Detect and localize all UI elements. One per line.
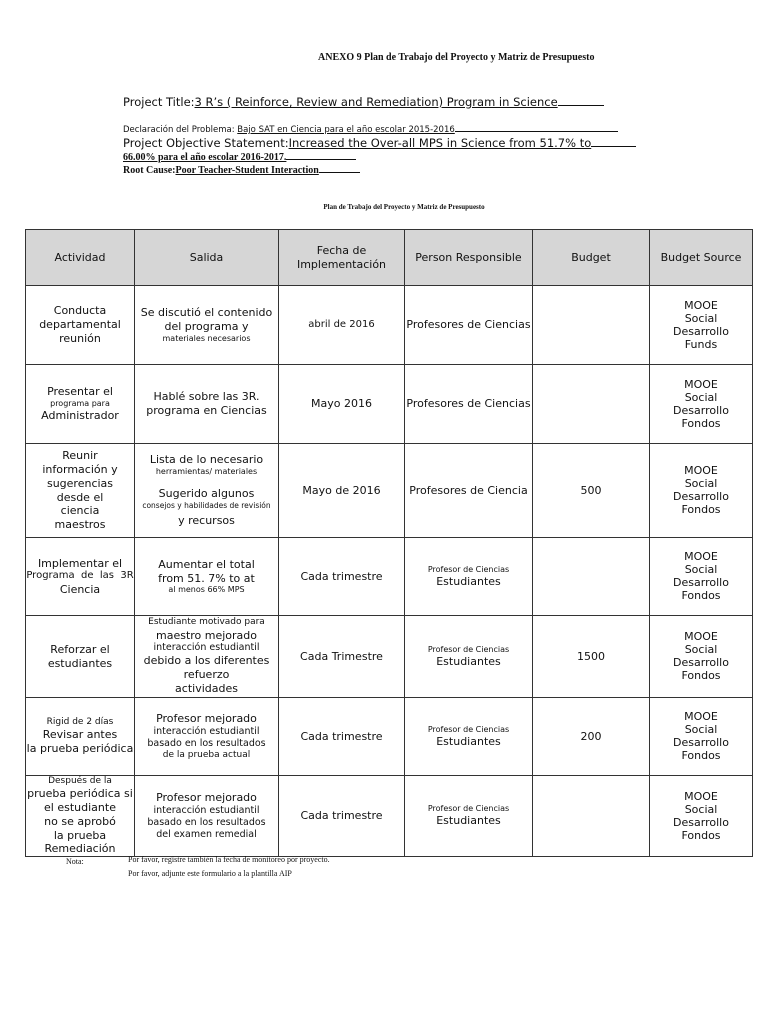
cell-salida	[135, 365, 279, 444]
cell-line: Fondos	[681, 749, 721, 763]
cell-line: interacción estudiantil	[153, 642, 260, 654]
problem-statement-line	[123, 122, 618, 135]
cell-responsible	[405, 776, 533, 857]
cell-line: Estudiantes	[436, 814, 501, 828]
column-header-responsible: Person Responsible	[405, 230, 533, 286]
cell-line: Ciencia	[59, 582, 101, 596]
cell-line: Social	[684, 643, 718, 657]
cell-source	[650, 698, 753, 776]
cell-line: Desarrollo	[673, 815, 729, 829]
cell-fecha: Mayo de 2016	[279, 444, 405, 538]
cell-line: maestro mejorado	[155, 628, 258, 642]
cell-fecha: Cada trimestre	[279, 776, 405, 857]
table-row	[26, 365, 753, 444]
table-row	[26, 698, 753, 776]
cell-line: de la prueba actual	[162, 749, 251, 760]
cell-line: Revisar antes	[42, 728, 118, 742]
work-plan-table	[25, 229, 753, 857]
cell-source	[650, 616, 753, 698]
cell-salida	[135, 698, 279, 776]
cell-line: Hablé sobre las 3R.	[153, 390, 260, 404]
cell-line: programa en Ciencias	[146, 404, 267, 417]
cell-line: Presentar el	[47, 385, 113, 399]
cell-line: Profesor de Ciencias	[427, 644, 510, 654]
cell-line: Social	[684, 311, 718, 325]
cell-line: Desarrollo	[673, 324, 729, 338]
cell-line: Se discutió el contenido	[140, 306, 273, 320]
cell-line: MOOE	[684, 550, 718, 564]
project-title-label: Project Title:	[123, 95, 195, 109]
cell-line: Profesor de Ciencias	[427, 724, 510, 734]
cell-budget: 1500	[533, 616, 650, 698]
objective-value: Increased the Over-all MPS in Science from 51.7% to	[288, 136, 592, 150]
cell-line: Lista de lo necesario	[149, 453, 264, 467]
cell-line: reunión	[59, 331, 101, 345]
cell-budget	[533, 286, 650, 365]
cell-line: Reforzar el	[50, 642, 110, 656]
cell-line: prueba periódica si	[27, 787, 133, 801]
cell-actividad	[26, 286, 135, 365]
cell-line: Fondos	[681, 416, 721, 430]
cell-line: la prueba	[53, 828, 107, 842]
cell-line: Fondos	[681, 589, 721, 603]
cell-line: del examen remedial	[156, 828, 257, 840]
table-caption: Plan de Trabajo del Proyecto y Matriz de Presupuesto	[323, 203, 485, 211]
cell-salida	[135, 286, 279, 365]
cell-line: MOOE	[684, 298, 718, 312]
cell-line: refuerzo	[183, 668, 230, 682]
cell-line: Desarrollo	[673, 576, 729, 590]
cell-line: debido a los diferentes	[143, 654, 270, 668]
cell-budget	[533, 538, 650, 616]
cell-line: ciencia	[60, 504, 100, 518]
project-title-line	[123, 95, 604, 109]
cell-line: Fondos	[681, 503, 721, 517]
cell-line: la prueba periódica	[26, 742, 134, 756]
problem-label: Declaración del Problema:	[123, 125, 235, 135]
cell-fecha: Cada trimestre	[279, 538, 405, 616]
notes-label: Nota:	[66, 857, 84, 866]
table-header-row	[26, 230, 753, 286]
cell-responsible	[405, 365, 533, 444]
cell-responsible	[405, 286, 533, 365]
cell-line: Desarrollo	[673, 403, 729, 417]
column-header-source: Budget Source	[650, 230, 753, 286]
cell-actividad	[26, 365, 135, 444]
cell-line: Social	[684, 477, 718, 491]
cell-line: desde el	[56, 490, 104, 504]
cell-budget	[533, 776, 650, 857]
cell-source	[650, 538, 753, 616]
cell-line: Estudiante motivado para	[148, 617, 265, 628]
cell-line: Social	[684, 723, 718, 737]
cell-fecha: abril de 2016	[279, 286, 405, 365]
cell-line: no se aprobó	[44, 814, 116, 828]
cell-line: Implementar el	[37, 556, 123, 570]
cell-line: maestros	[54, 518, 106, 531]
notes-line-2: Por favor, adjunte este formulario a la plantilla AIP	[128, 869, 292, 878]
cell-line: información y	[42, 463, 118, 476]
cell-line: MOOE	[684, 789, 718, 803]
cell-line: Funds	[684, 337, 718, 351]
table-row	[26, 444, 753, 538]
cell-line: sugerencias	[46, 476, 114, 490]
cell-responsible	[405, 616, 533, 698]
cell-source	[650, 365, 753, 444]
objective-label: Project Objective Statement:	[123, 136, 289, 150]
cell-line: MOOE	[684, 464, 718, 478]
cell-salida	[135, 776, 279, 857]
cell-line: Fondos	[681, 669, 721, 683]
table-row	[26, 616, 753, 698]
root-cause-value: Poor Teacher-Student Interaction	[175, 165, 319, 176]
notes-line-1: Por favor, registre también la fecha de monitoreo por proyecto.	[128, 855, 330, 864]
cell-line: departamental	[39, 318, 121, 332]
cell-actividad	[26, 444, 135, 538]
cell-line: Desarrollo	[673, 736, 729, 750]
problem-value: Bajo SAT en Ciencia para el año escolar 2015-2016	[237, 125, 455, 135]
root-cause-line	[123, 163, 360, 176]
cell-line: Profesor de Ciencias	[427, 564, 510, 574]
annex-title: ANEXO 9 Plan de Trabajo del Proyecto y Matriz de Presupuesto	[318, 52, 595, 63]
cell-line: basado en los resultados	[147, 737, 266, 749]
cell-actividad	[26, 538, 135, 616]
cell-salida	[135, 538, 279, 616]
underline-filler	[319, 163, 360, 173]
cell-line: basado en los resultados	[147, 816, 266, 828]
cell-responsible	[405, 538, 533, 616]
cell-budget	[533, 365, 650, 444]
objective-line-2	[123, 150, 356, 163]
cell-line: Remediación	[44, 842, 116, 856]
cell-line: consejos y habilidades de revisión	[142, 500, 271, 510]
cell-line: Fondos	[681, 828, 721, 842]
underline-filler	[591, 136, 636, 147]
cell-line: Estudiantes	[436, 654, 501, 668]
column-header-actividad: Actividad	[26, 230, 135, 286]
cell-salida	[135, 444, 279, 538]
cell-line: MOOE	[684, 710, 718, 724]
cell-line: Programa de las 3R	[26, 570, 134, 582]
cell-source	[650, 444, 753, 538]
cell-line: el estudiante	[44, 801, 116, 814]
cell-fecha: Cada Trimestre	[279, 616, 405, 698]
cell-line: Profesores de Ciencias	[406, 397, 531, 411]
cell-line: herramientas/ materiales	[155, 466, 258, 476]
cell-line: Profesores de Ciencia	[409, 483, 528, 497]
cell-line: MOOE	[684, 377, 718, 391]
cell-line: del programa y	[164, 320, 249, 333]
project-title-value: 3 R’s ( Reinforce, Review and Remediation) Program in Science	[194, 95, 558, 109]
cell-line: Profesor mejorado	[156, 712, 257, 726]
cell-actividad	[26, 776, 135, 857]
cell-line: Profesores de Ciencias	[406, 318, 531, 332]
cell-line: Social	[684, 563, 718, 577]
underline-filler	[286, 150, 356, 160]
cell-actividad	[26, 698, 135, 776]
cell-line: Profesor de Ciencias	[427, 804, 510, 814]
cell-budget: 200	[533, 698, 650, 776]
cell-line: Rigid de 2 días	[46, 717, 114, 728]
cell-line: Desarrollo	[673, 490, 729, 504]
cell-line: Desarrollo	[673, 656, 729, 670]
cell-line: programa para	[50, 399, 110, 408]
cell-line: estudiantes	[47, 656, 113, 670]
cell-line: Conducta	[53, 304, 107, 318]
cell-fecha: Cada trimestre	[279, 698, 405, 776]
cell-line: Después de la	[48, 776, 112, 786]
cell-budget: 500	[533, 444, 650, 538]
objective-value-2: 66.00% para el año escolar 2016-2017.	[123, 152, 287, 163]
underline-filler	[558, 95, 604, 106]
cell-line: Aumentar el total	[158, 557, 255, 571]
cell-actividad	[26, 616, 135, 698]
cell-line: Social	[684, 390, 718, 404]
cell-responsible	[405, 444, 533, 538]
cell-line: from 51. 7% to at	[158, 571, 255, 585]
underline-filler	[455, 122, 618, 132]
table-row	[26, 776, 753, 857]
root-cause-label: Root Cause:	[123, 165, 176, 176]
cell-line: Administrador	[41, 409, 119, 422]
cell-line: materiales necesarios	[162, 333, 251, 343]
cell-responsible	[405, 698, 533, 776]
cell-line: Estudiantes	[436, 734, 501, 748]
cell-line: interacción estudiantil	[153, 805, 260, 817]
column-header-fecha: Fecha de Implementación	[279, 230, 405, 286]
cell-line: MOOE	[684, 630, 718, 644]
cell-line: Reunir	[62, 449, 98, 463]
cell-line: y recursos	[178, 514, 235, 528]
cell-salida	[135, 616, 279, 698]
cell-line: actividades	[175, 681, 238, 695]
cell-line: Social	[684, 802, 718, 816]
cell-line: Profesor mejorado	[156, 791, 257, 805]
cell-line: Sugerido algunos	[158, 486, 255, 500]
cell-fecha: Mayo 2016	[279, 365, 405, 444]
table-row	[26, 538, 753, 616]
cell-line: al menos 66% MPS	[168, 585, 245, 595]
cell-source	[650, 776, 753, 857]
column-header-budget: Budget	[533, 230, 650, 286]
column-header-salida: Salida	[135, 230, 279, 286]
table-row	[26, 286, 753, 365]
cell-line: interacción estudiantil	[153, 725, 260, 737]
cell-source	[650, 286, 753, 365]
cell-line: Estudiantes	[436, 574, 501, 588]
objective-line	[123, 136, 636, 150]
